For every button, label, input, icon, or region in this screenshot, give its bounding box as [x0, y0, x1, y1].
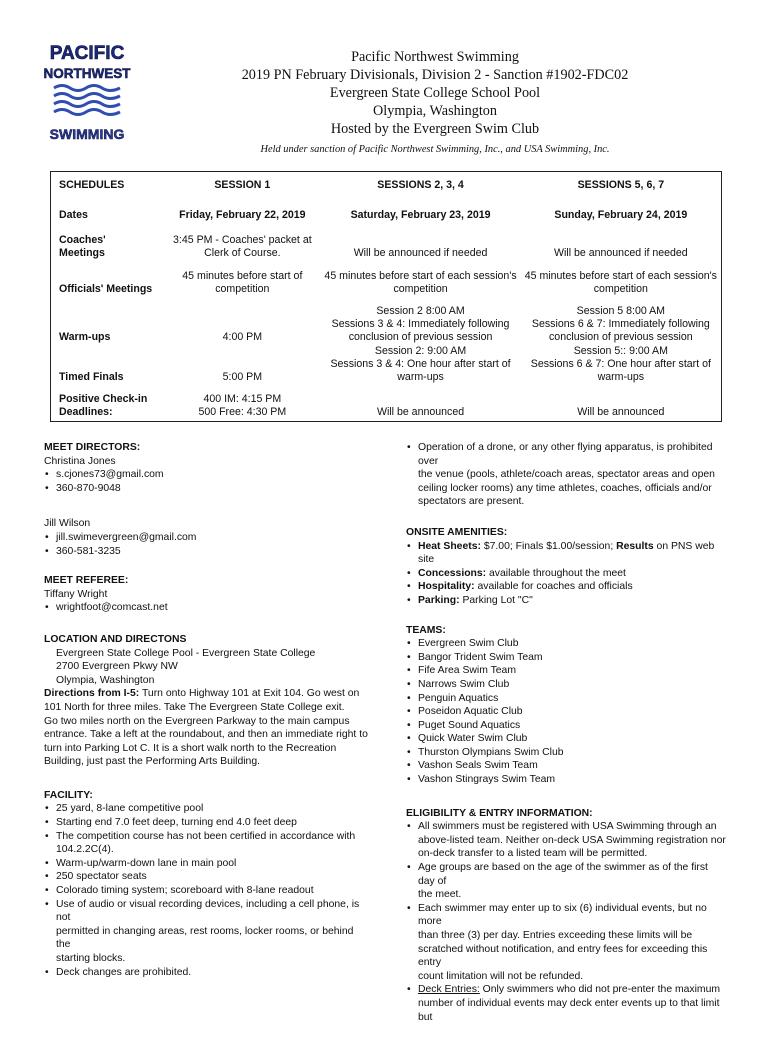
amenity-text: $7.00; Finals $1.00/session; [480, 540, 617, 552]
teams-list [406, 637, 726, 787]
schedule-row-officials [51, 260, 722, 296]
address-line: 2700 Evergreen Pkwy NW [56, 661, 178, 673]
item-line: number of individual events may deck enter events up to that limit but [418, 997, 720, 1023]
amenity-text: available throughout the meet [486, 567, 626, 579]
facility-item [44, 898, 369, 966]
timed-session-1: 5:00 PM [222, 371, 263, 383]
amenity-label: Results [616, 540, 654, 552]
facility-item: • Deck changes are prohibited. [44, 966, 369, 980]
drone-notice [406, 441, 726, 509]
officials-session-1 [164, 260, 320, 296]
directions-line: Go two miles north on the Evergreen Parkway to the main campus [44, 715, 350, 727]
director-email[interactable]: • s.cjones73@gmail.com [44, 468, 369, 482]
notice-line: the venue (pools, athlete/coach areas, spectator areas and open [418, 469, 715, 481]
schedule-header-row [51, 172, 722, 199]
label-line: Positive Check-in [59, 393, 148, 405]
director-phone: • 360-581-3235 [44, 545, 369, 559]
sanction-note: Held under sanction of Pacific Northwest Swimming, Inc., and USA Swimming, Inc. [260, 144, 610, 155]
director-email[interactable]: • jill.swimevergreen@gmail.com [44, 531, 369, 545]
amenities-section [406, 526, 726, 608]
item-line: permitted in changing areas, rest rooms, locker rooms, or behind the [56, 925, 354, 951]
facility-item [44, 830, 369, 857]
row-label-checkin [51, 384, 165, 422]
date-session-1: Friday, February 22, 2019 [179, 209, 306, 221]
cell-line: Session 5:: 9:00 AM [573, 345, 668, 357]
timed-sessions-2-4 [320, 344, 520, 384]
meet-director-2-section [44, 517, 369, 558]
item-line: the meet. [418, 889, 462, 901]
directions-line: Building, just past the Performing Arts Building. [44, 756, 261, 768]
amenities-list [406, 540, 726, 608]
schedule-row-dates [51, 198, 722, 222]
header-line-host: Hosted by the Evergreen Swim Club [330, 121, 540, 137]
cell-line: competition [215, 283, 270, 295]
header-schedules: SCHEDULES [59, 178, 125, 191]
cell-line: 45 minutes before start of [182, 270, 303, 282]
team-item: • Penguin Aquatics [406, 692, 726, 706]
schedule-row-timed-finals [51, 344, 722, 384]
directions-line: 101 North for three miles. Take The Evergreen State College exit. [44, 701, 345, 713]
directions-label: Directions from I-5: [44, 688, 140, 700]
cell-line: 45 minutes before start of each session's [324, 270, 517, 282]
amenities-title: ONSITE AMENITIES: [406, 526, 508, 538]
item-line: 104.2.2C(4). [56, 844, 114, 856]
item-line: starting blocks. [56, 953, 126, 964]
drone-list [406, 441, 726, 509]
notice-line: ceiling locker rooms) any time athletes, coaches, officials and/or [418, 482, 712, 494]
meet-referee-title: MEET REFEREE: [44, 575, 129, 587]
location-section [44, 633, 369, 769]
cell-line: Session 2 8:00 AM [376, 305, 465, 317]
item-line: scratched without notification, and entry fees for exceeding this entry [418, 943, 708, 969]
coaches-sessions-2-4: Will be announced if needed [353, 247, 488, 259]
eligibility-item [406, 861, 726, 902]
directions-text [44, 687, 369, 769]
item-line: • Age groups are based on the age of the swimmer as of the first day of [418, 862, 708, 887]
schedule-row-coaches [51, 222, 722, 260]
item-line: on-deck transfer to a listed team will be permitted. [418, 848, 648, 860]
schedule-table [50, 171, 722, 422]
facility-section [44, 789, 369, 979]
amenity-heat-sheets [406, 540, 726, 567]
team-item: • Puget Sound Aquatics [406, 719, 726, 733]
team-item: • Vashon Seals Swim Team [406, 759, 726, 773]
left-column [44, 441, 369, 993]
eligibility-title: ELIGIBILITY & ENTRY INFORMATION: [406, 807, 593, 819]
cell-line: Sessions 6 & 7: Immediately following [531, 318, 710, 330]
facility-title: FACILITY: [44, 789, 93, 801]
team-item: • Vashon Stingrays Swim Team [406, 773, 726, 787]
address-line: Evergreen State College Pool - Evergreen State College [56, 647, 316, 659]
warmup-session-1: 4:00 PM [222, 331, 263, 343]
facility-item: • 250 spectator seats [44, 870, 369, 884]
logo-line-2: NORTHWEST [43, 66, 131, 81]
header-line-org: Pacific Northwest Swimming [351, 49, 519, 65]
cell-line: Clerk of Course. [204, 247, 281, 259]
header-line-city: Olympia, Washington [373, 103, 497, 119]
date-sessions-5-7: Sunday, February 24, 2019 [554, 209, 688, 221]
coaches-session-1 [164, 222, 320, 260]
meet-header [150, 48, 720, 157]
cell-line: conclusion of previous session [348, 331, 493, 343]
item-line: count limitation will not be refunded. [418, 970, 584, 982]
item-line: • Use of audio or visual recording devices, including a cell phone, is not [56, 898, 360, 924]
address-line: Olympia, Washington [56, 674, 155, 686]
date-sessions-2-4: Saturday, February 23, 2019 [350, 209, 491, 221]
logo-line-3: SWIMMING [49, 126, 125, 142]
label-line: Coaches' [59, 234, 106, 246]
team-item: • Poseidon Aquatic Club [406, 705, 726, 719]
checkin-sessions-5-7: Will be announced [577, 406, 665, 418]
warmup-sessions-5-7 [521, 296, 722, 344]
cell-line: Sessions 3 & 4: One hour after start of [330, 358, 511, 370]
meet-directors-title: MEET DIRECTORS: [44, 442, 141, 453]
referee-email[interactable]: • wrightfoot@comcast.net [44, 601, 369, 615]
schedule-row-warmups [51, 296, 722, 344]
header-session-1: SESSION 1 [214, 178, 271, 191]
cell-line: 3:45 PM - Coaches' packet at [173, 234, 312, 246]
eligibility-section [406, 807, 726, 1025]
meet-referee-section [44, 574, 369, 615]
logo-line-1: PACIFIC [49, 43, 125, 64]
eligibility-item [406, 902, 726, 984]
notice-line: spectators are present. [418, 496, 525, 508]
director-name: Christina Jones [44, 455, 116, 467]
item-line [418, 983, 726, 997]
directions-line: entrance. Take a left at the roundabout, and then an immediate right to [44, 729, 368, 741]
header-sessions-5-7: SESSIONS 5, 6, 7 [577, 178, 665, 191]
amenity-label: Heat Sheets: [418, 540, 481, 552]
cell-line: Sessions 3 & 4: Immediately following [331, 318, 510, 330]
team-item: • Thurston Olympians Swim Club [406, 746, 726, 760]
cell-line: Sessions 6 & 7: One hour after start of [530, 358, 711, 370]
facility-item: • Colorado timing system; scoreboard with 8-lane readout [44, 884, 369, 898]
meet-directors-section [44, 441, 369, 495]
cell-line: competition [393, 283, 448, 295]
label-line: Meetings [59, 247, 105, 259]
checkin-session-1 [164, 384, 320, 422]
header-sessions-2-4: SESSIONS 2, 3, 4 [377, 178, 464, 191]
eligibility-list [406, 820, 726, 1024]
teams-title: TEAMS: [406, 624, 446, 636]
facility-item: • Warm-up/warm-down lane in main pool [44, 857, 369, 871]
officials-sessions-2-4 [320, 260, 520, 296]
director-contact-list [44, 468, 369, 495]
checkin-sessions-2-4: Will be announced [376, 406, 465, 418]
team-item: • Fife Area Swim Team [406, 664, 726, 678]
eligibility-deck-entries [406, 983, 726, 1024]
facility-item: • Starting end 7.0 feet deep, turning end 4.0 feet deep [44, 816, 369, 830]
location-title: LOCATION AND DIRECTONS [44, 633, 187, 645]
row-label-dates: Dates [59, 209, 88, 221]
team-item: • Narrows Swim Club [406, 678, 726, 692]
header-line-meet: 2019 PN February Divisionals, Division 2 - Sanction #1902-FDC02 [241, 67, 629, 83]
item-line: than three (3) per day. Entries exceeding these limits will be [418, 930, 693, 941]
row-label-timed-finals: Timed Finals [59, 371, 124, 383]
amenity-label: Hospitality: [418, 581, 475, 593]
directions-line-text: Turn onto Highway 101 at Exit 104. Go west on [139, 688, 360, 700]
team-item: • Evergreen Swim Club [406, 637, 726, 651]
timed-sessions-5-7 [521, 344, 722, 384]
right-column [406, 441, 726, 1038]
cell-line: Session 5 8:00 AM [576, 305, 666, 317]
warmup-sessions-2-4 [320, 296, 520, 344]
officials-sessions-5-7 [521, 260, 722, 296]
label-line: Deadlines: [59, 406, 113, 418]
directions-line: turn into Parking Lot C. It is a short walk north to the Recreation [44, 742, 337, 754]
cell-line: competition [593, 283, 648, 295]
cell-line: 400 IM: 4:15 PM [203, 393, 282, 405]
cell-line: conclusion of previous session [549, 331, 693, 343]
directions-line [44, 687, 369, 701]
director-contact-list [44, 531, 369, 558]
item-line: • All swimmers must be registered with USA Swimming through an [418, 821, 717, 833]
cell-line: 500 Free: 4:30 PM [198, 406, 287, 418]
director-phone: • 360-870-9048 [44, 482, 369, 496]
amenity-concessions [406, 567, 726, 581]
row-label-coaches [51, 222, 165, 260]
amenity-text: Parking Lot "C" [459, 594, 533, 606]
teams-section [406, 624, 726, 787]
row-label-officials: Officials' Meetings [59, 283, 153, 295]
row-label-warmups: Warm-ups [59, 331, 111, 343]
deck-entries-text: Only swimmers who did not pre-enter the maximum [479, 984, 721, 996]
cell-line: warm-ups [397, 371, 444, 383]
cell-line: warm-ups [597, 371, 645, 383]
amenity-hospitality [406, 580, 726, 594]
coaches-sessions-5-7: Will be announced if needed [553, 247, 688, 259]
deck-entries-label: Deck Entries: [418, 984, 480, 996]
item-line: above-listed team. Neither on-deck USA Swimming registration nor [418, 834, 726, 846]
item-line: • Each swimmer may enter up to six (6) individual events, but no more [418, 902, 707, 928]
referee-name: Tiffany Wright [44, 588, 108, 600]
amenity-text: available for coaches and officials [474, 581, 633, 593]
notice-line: • Operation of a drone, or any other flying apparatus, is prohibited over [418, 442, 713, 467]
location-address [44, 647, 369, 688]
eligibility-item [406, 820, 726, 861]
team-item: • Bangor Trident Swim Team [406, 651, 726, 665]
director-name: Jill Wilson [44, 518, 91, 530]
cell-line: Session 2: 9:00 AM [374, 345, 467, 357]
team-item: • Quick Water Swim Club [406, 732, 726, 746]
facility-list [44, 802, 369, 979]
header-line-pool: Evergreen State College School Pool [329, 85, 541, 101]
amenity-label: Concessions: [418, 567, 487, 579]
cell-line: 45 minutes before start of each session's [524, 270, 717, 282]
amenity-text: on PNS web site [418, 540, 715, 566]
amenity-label: Parking: [418, 594, 460, 606]
amenity-parking [406, 594, 726, 608]
pns-logo [43, 40, 131, 146]
schedule-row-checkin [51, 384, 722, 422]
referee-contact-list [44, 601, 369, 615]
item-line: • The competition course has not been certified in accordance with [56, 830, 356, 842]
facility-item: • 25 yard, 8-lane competitive pool [44, 802, 369, 816]
drone-section [406, 441, 726, 509]
